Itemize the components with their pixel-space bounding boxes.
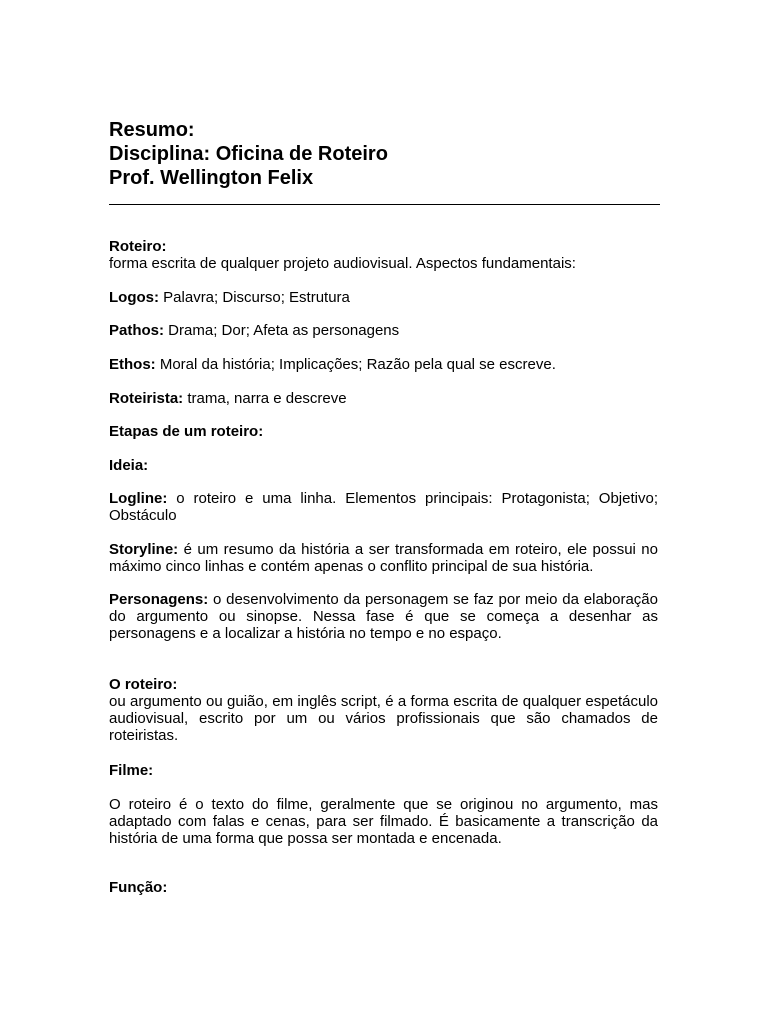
section-etapas-heading: Etapas de um roteiro: xyxy=(109,423,264,440)
section-logline xyxy=(109,490,658,524)
logline-text: o roteiro e uma linha. Elementos principais: Protagonista; Objetivo; Obstáculo xyxy=(109,490,658,524)
ethos-text: Moral da história; Implicações; Razão pela qual se escreve. xyxy=(155,356,556,373)
storyline-text: é um resumo da história a ser transformada em roteiro, ele possui no máximo cinco linhas e contém apenas o conflito principal de sua história. xyxy=(109,541,658,575)
section-personagens xyxy=(109,591,658,642)
section-ethos xyxy=(109,356,658,373)
section-logos xyxy=(109,289,658,306)
logline-term: Logline: xyxy=(109,490,168,507)
personagens-text: o desenvolvimento da personagem se faz por meio da elaboração do argumento ou sinopse. Nessa fase é que se começa a desenhar as personagens e a localizar a história no tempo e no espaço. xyxy=(109,591,658,642)
section-filme-heading: Filme: xyxy=(109,762,154,779)
roteiro-term: Roteiro: xyxy=(109,238,167,255)
section-ideia-heading: Ideia: xyxy=(109,457,149,474)
storyline-term: Storyline: xyxy=(109,541,179,558)
ethos-term: Ethos: xyxy=(109,356,156,373)
header-discipline: Disciplina: Oficina de Roteiro xyxy=(109,143,388,165)
logos-term: Logos: xyxy=(109,289,159,306)
o-roteiro-text: ou argumento ou guião, em inglês script, é a forma escrita de qualquer espetáculo audiovisual, escrito por um ou vários profissionais que são chamados de roteiristas. xyxy=(109,693,658,744)
logos-text: Palavra; Discurso; Estrutura xyxy=(159,289,350,306)
section-pathos xyxy=(109,322,658,339)
pathos-term: Pathos: xyxy=(109,322,165,339)
section-funcao-heading: Função: xyxy=(109,879,168,896)
section-roteiro xyxy=(109,238,658,272)
header-title: Resumo: xyxy=(109,119,195,141)
o-roteiro-term: O roteiro: xyxy=(109,676,178,693)
roteiro-text: forma escrita de qualquer projeto audiovisual. Aspectos fundamentais: xyxy=(109,255,576,272)
header-divider xyxy=(109,204,660,205)
document-header xyxy=(109,118,660,190)
pathos-text: Drama; Dor; Afeta as personagens xyxy=(164,322,400,339)
personagens-term: Personagens: xyxy=(109,591,209,608)
section-roteirista xyxy=(109,390,658,407)
filme-text: O roteiro é o texto do filme, geralmente que se originou no argumento, mas adaptado com falas e cenas, para ser filmado. É basicamente a transcrição da história de uma forma que possa ser montada e encenada. xyxy=(109,796,658,847)
section-o-roteiro xyxy=(109,676,658,744)
section-storyline xyxy=(109,541,658,575)
roteirista-text: trama, narra e descreve xyxy=(183,390,347,407)
roteirista-term: Roteirista: xyxy=(109,390,184,407)
header-professor: Prof. Wellington Felix xyxy=(109,167,314,189)
